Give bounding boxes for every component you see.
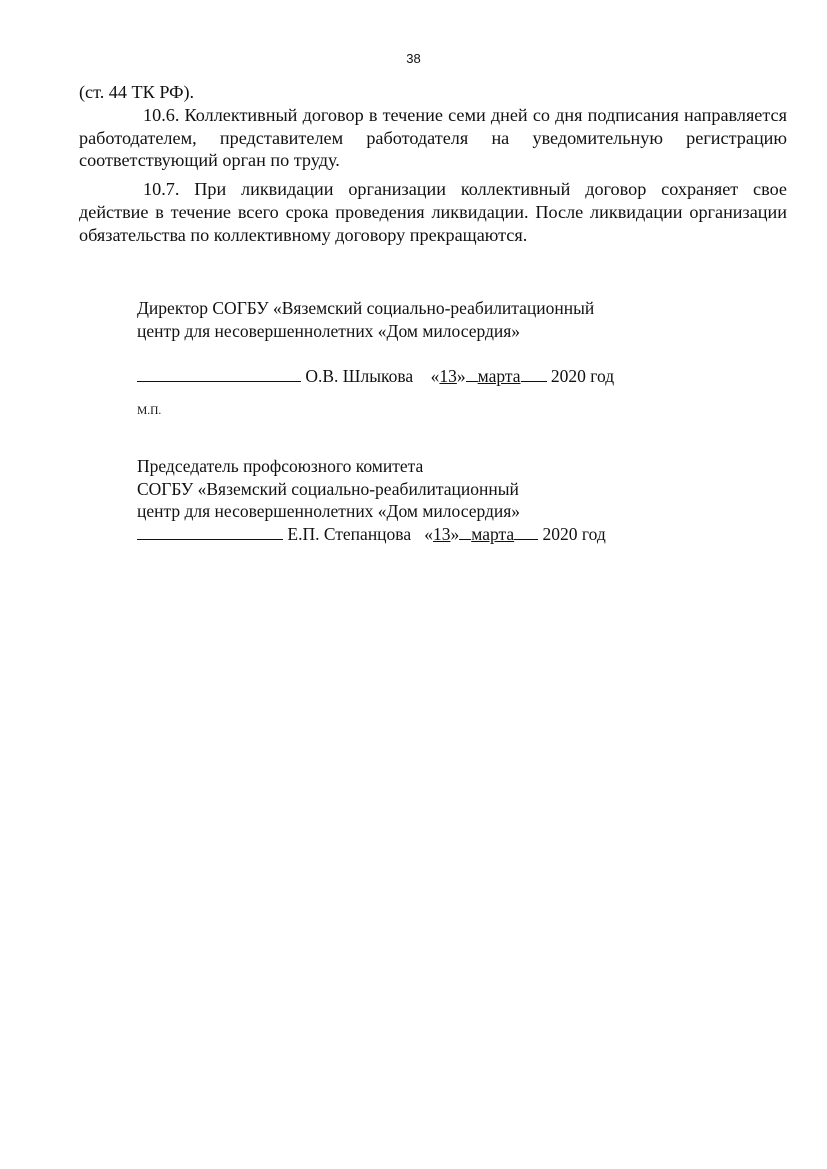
director-day: 13 xyxy=(439,366,457,386)
paragraph-10-6: 10.6. Коллективный договор в течение семи дней со дня подписания направляется работодателем, представителем работодателя на уведомительную регистрацию соответствующий орган по труду. xyxy=(79,104,787,171)
date-blank xyxy=(514,523,538,540)
director-month: марта xyxy=(477,366,521,386)
chairman-month: марта xyxy=(471,523,515,544)
chairman-title-line: СОГБУ «Вяземский социально-реабилитационный xyxy=(137,478,519,499)
director-title-line: Директор СОГБУ «Вяземский социально-реабилитационный xyxy=(137,298,595,318)
signature-blank xyxy=(137,365,301,382)
director-signature-line: О.В. Шлыкова «13» марта 2020 год xyxy=(137,365,614,388)
chairman-day: 13 xyxy=(432,523,451,544)
page-number: 38 xyxy=(406,51,421,66)
chairman-year: 2020 год xyxy=(542,523,606,544)
paragraph-10-7: 10.7. При ликвидации организации коллективный договор сохраняет свое действие в течение всего срока проведения ликвидации. После ликвидации организации обязательства по коллективному договору прекращаются. xyxy=(79,179,787,245)
date-blank xyxy=(466,365,478,382)
director-signature-title xyxy=(137,297,594,342)
section-10-6-block xyxy=(79,81,787,172)
chairman-title-line: центр для несовершеннолетних «Дом милосердия» xyxy=(137,501,521,521)
continuation-text: (ст. 44 ТК РФ). xyxy=(79,82,195,102)
chairman-name: Е.П. Степанцова xyxy=(287,523,412,544)
date-blank xyxy=(459,523,471,540)
chairman-signature-block xyxy=(137,455,606,545)
stamp-place-label: М.П. xyxy=(137,405,162,417)
director-title-line: центр для несовершеннолетних «Дом милосердия» xyxy=(137,320,521,341)
signature-blank xyxy=(137,523,283,540)
chairman-signature-line: Е.П. Степанцова «13» марта 2020 год xyxy=(137,523,606,546)
date-blank xyxy=(521,365,547,382)
chairman-title-line: Председатель профсоюзного комитета xyxy=(137,456,424,476)
director-name: О.В. Шлыкова xyxy=(305,366,414,386)
director-year: 2020 год xyxy=(550,366,615,386)
section-10-7-block xyxy=(79,178,787,246)
